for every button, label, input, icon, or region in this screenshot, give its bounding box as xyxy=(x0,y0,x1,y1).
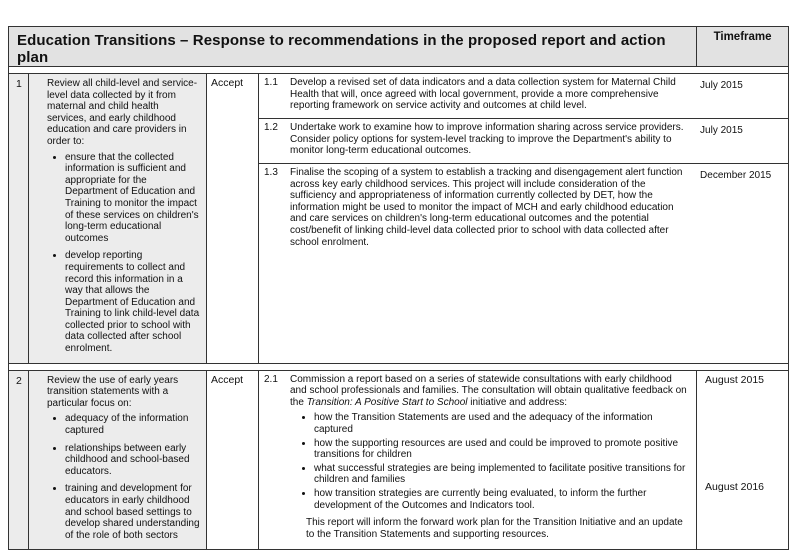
action-item xyxy=(259,371,696,546)
action-text: Finalise the scoping of a system to establish a tracking and disengagement alert function across key early childhood services. This project will include consideration of the sufficiency and appropriateness of information currently collected by DET, how the information might be used to monitor the impact of MCH and early childhood education and care services on children's long-term educational outcomes and the potential cost/benefit of linking child-level data collected prior to school with data collected after school enrolment. xyxy=(290,167,683,248)
action-bullets xyxy=(290,412,688,511)
recommendation-number: 1 xyxy=(9,74,29,364)
initiative-title: Transition: A Positive Start to School xyxy=(306,396,468,408)
response-status: Accept xyxy=(207,370,259,550)
action-item xyxy=(259,164,788,253)
recommendation-text xyxy=(29,370,207,550)
recommendation-row-2 xyxy=(9,370,789,550)
list-item: • how transition strategies are currently being evaluated, to inform the further development of the Outcomes and Indicators tool. xyxy=(314,488,688,511)
action-intro xyxy=(290,374,688,409)
list-item: • develop reporting requirements to collect and record this information in a way that allows the Department of Education and Training to link child-level data collected prior to school with data collected after school enrolment. xyxy=(65,250,200,354)
action-timeframe: July 2015 xyxy=(700,125,743,136)
list-item: • adequacy of the information captured xyxy=(65,413,200,436)
action-timeframe: July 2015 xyxy=(700,80,743,91)
list-item: • what successful strategies are being implemented to facilitate positive transitions for children and families xyxy=(314,463,688,486)
list-item: • relationships between early childhood and school-based educators. xyxy=(65,443,200,478)
timeframe-column-header: Timeframe xyxy=(697,27,789,67)
list-item: • how the Transition Statements are used and the adequacy of the information captured xyxy=(314,412,688,435)
actions-cell xyxy=(259,74,789,364)
action-timeframe: August 2015 xyxy=(705,373,765,386)
action-number: 1.2 xyxy=(264,122,278,133)
action-number: 2.1 xyxy=(264,373,278,385)
action-plan-table xyxy=(8,26,789,550)
action-intro-end: initiative and address: xyxy=(467,396,568,408)
action-item xyxy=(259,119,788,164)
recommendation-number: 2 xyxy=(9,370,29,550)
spacer-row xyxy=(9,363,789,370)
list-item: • ensure that the collected information is sufficient and appropriate for the Department of Education and Training to monitor the impact of these services on children's long-term educational outcomes xyxy=(65,152,200,245)
recommendation-bullets xyxy=(47,413,200,541)
action-number: 1.3 xyxy=(264,167,278,178)
recommendation-row-1 xyxy=(9,74,789,364)
recommendation-intro: Review all child-level and service-level data collected by it from maternal and child health services, and early childhood education and care providers in order to: xyxy=(47,78,198,147)
action-text: Undertake work to examine how to improve information sharing across service providers. Consider policy options for system-level tracking to improve the Department's ability to monitor long-term educational outcomes. xyxy=(290,122,684,157)
timeframe-cell xyxy=(697,370,789,550)
table-title: Education Transitions – Response to recommendations in the proposed report and action plan xyxy=(9,27,697,67)
action-text: Develop a revised set of data indicators and a data collection system for Maternal Child Health that will, once agreed with local government, provide a more comprehensive reporting framework on service activity and outcomes at child level. xyxy=(290,77,676,112)
recommendation-bullets xyxy=(47,152,200,355)
action-closing: This report will inform the forward work plan for the Transition Initiative and an update to the Transition Statements and supporting resources. xyxy=(306,517,683,540)
action-item xyxy=(259,74,788,119)
action-timeframe: December 2015 xyxy=(700,170,772,181)
spacer-row xyxy=(9,67,789,74)
recommendation-text xyxy=(29,74,207,364)
table-header-row xyxy=(9,27,789,67)
response-status: Accept xyxy=(207,74,259,364)
action-number: 1.1 xyxy=(264,77,278,88)
recommendation-intro: Review the use of early years transition statements with a particular focus on: xyxy=(47,374,179,409)
actions-cell xyxy=(259,370,697,550)
action-intro-start: Commission a report based on a series of statewide consultations with early childhood and school professionals and families. The consultation will obtain qualitative feedback on the xyxy=(290,373,687,408)
action-text xyxy=(290,374,696,541)
list-item: • how the supporting resources are used and could be improved to promote positive transitions for children xyxy=(314,438,688,461)
list-item: • training and development for educators in early childhood and school based settings to develop shared understanding of the role of both sectors xyxy=(65,483,200,541)
action-timeframe: August 2016 xyxy=(705,480,765,493)
